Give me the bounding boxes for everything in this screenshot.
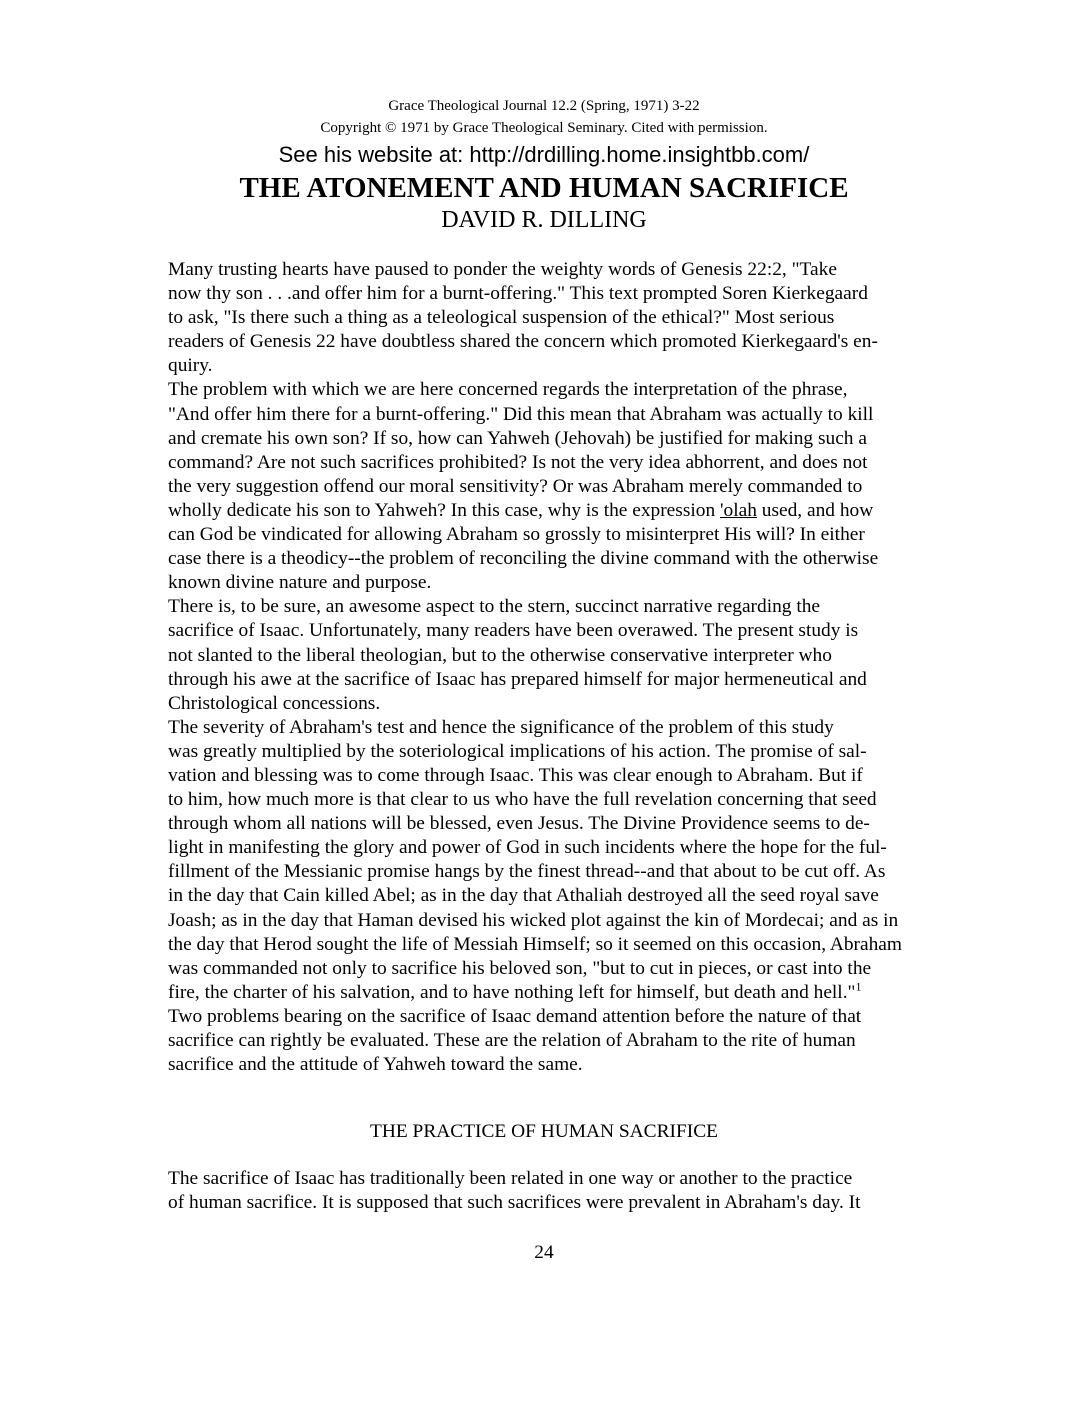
paragraph-5 — [144, 1005, 952, 1077]
text-line: The problem with which we are here concerned regards the interpretation of the phrase, — [168, 379, 848, 401]
text-line: known divine nature and purpose. — [168, 572, 432, 594]
text-line: sacrifice can rightly be evaluated. These are the relation of Abraham to the rite of human — [168, 1030, 856, 1051]
copyright-notice: Copyright © 1971 by Grace Theological Seminary. Cited with permission. — [320, 120, 768, 136]
text-line: not slanted to the liberal theologian, but to the otherwise conservative interpreter who — [168, 644, 832, 666]
text-line: through whom all nations will be blessed, even Jesus. The Divine Providence seems to de- — [168, 813, 870, 835]
article-body — [144, 258, 952, 1077]
text-line: case there is a theodicy--the problem of reconciling the divine command with the otherwise — [168, 548, 879, 570]
text-line: light in manifesting the glory and power of God in such incidents where the hope for the ful- — [168, 837, 887, 859]
page-number: 24 — [534, 1242, 554, 1263]
article-author: DAVID R. DILLING — [441, 207, 647, 233]
text-line: "And offer him there for a burnt-offering." Did this mean that Abraham was actually to kill — [168, 403, 874, 425]
text-line: Many trusting hearts have paused to ponder the weighty words of Genesis 22:2, "Take — [168, 259, 837, 280]
text-line: vation and blessing was to come through Isaac. This was clear enough to Abraham. But if — [168, 764, 863, 786]
text-line: and cremate his own son? If so, how can Yahweh (Jehovah) be justified for making such a — [168, 427, 867, 449]
text-line: Christological concessions. — [168, 692, 381, 714]
text-line: was commanded not only to sacrifice his beloved son, "but to cut in pieces, or cast into the — [168, 957, 872, 979]
text-line: command? Are not such sacrifices prohibited? Is not the very idea abhorrent, and does not — [168, 451, 868, 473]
text-segment: used, and how — [756, 499, 874, 521]
text-line: the day that Herod sought the life of Messiah Himself; so it seemed on this occasion, Abraham — [168, 933, 902, 955]
text-line: The severity of Abraham's test and hence the significance of the problem of this study — [168, 716, 834, 738]
text-line: There is, to be sure, an awesome aspect to the stern, succinct narrative regarding the — [168, 596, 821, 618]
text-line: The sacrifice of Isaac has traditionally been related in one way or another to the practice — [168, 1168, 853, 1189]
text-line: Joash; as in the day that Haman devised his wicked plot against the kin of Mordecai; and as in — [168, 909, 899, 931]
text-line: fillment of the Messianic promise hangs by the finest thread--and that about to be cut off. As — [168, 861, 886, 883]
section-heading: THE PRACTICE OF HUMAN SACRIFICE — [370, 1121, 718, 1142]
text-line: sacrifice of Isaac. Unfortunately, many readers have been overawed. The present study is — [168, 620, 859, 642]
text-line: Two problems bearing on the sacrifice of Isaac demand attention before the nature of that — [168, 1005, 862, 1027]
text-line: readers of Genesis 22 have doubtless shared the concern which promoted Kierkegaard's en- — [168, 331, 878, 353]
text-line: in the day that Cain killed Abel; as in the day that Athaliah destroyed all the seed royal save — [168, 885, 879, 907]
footnote-marker[interactable]: 1 — [855, 979, 862, 994]
hebrew-term-olah: 'olah — [720, 499, 757, 521]
section-paragraph — [144, 1167, 952, 1215]
article-title: THE ATONEMENT AND HUMAN SACRIFICE — [239, 172, 849, 204]
text-segment: fire, the charter of his salvation, and to have nothing left for himself, but death and hell." — [168, 981, 856, 1003]
text-line: sacrifice and the attitude of Yahweh toward the same. — [168, 1054, 583, 1076]
text-line: the very suggestion offend our moral sensitivity? Or was Abraham merely commanded to — [168, 475, 863, 497]
text-line: was greatly multiplied by the soteriological implications of his action. The promise of sal- — [168, 740, 867, 762]
paragraph-3 — [144, 595, 952, 715]
section-body — [144, 1167, 952, 1215]
paragraph-1 — [144, 258, 952, 378]
text-line: to him, how much more is that clear to us who have the full revelation concerning that seed — [168, 789, 877, 811]
text-line: can God be vindicated for allowing Abraham so grossly to misinterpret His will? In either — [168, 524, 865, 546]
text-segment: wholly dedicate his son to Yahweh? In this case, why is the expression — [168, 499, 721, 521]
text-line: to ask, "Is there such a thing as a teleological suspension of the ethical?" Most serious — [168, 307, 835, 329]
text-line: now thy son . . .and offer him for a burnt-offering." This text prompted Soren Kierkegaard — [168, 283, 868, 305]
website-reference: See his website at: http://drdilling.home.insightbb.com/ — [278, 142, 810, 167]
paragraph-4 — [144, 716, 952, 1005]
text-line: through his awe at the sacrifice of Isaac has prepared himself for major hermeneutical and — [168, 668, 867, 690]
text-line — [144, 981, 952, 1005]
text-line — [144, 499, 952, 523]
journal-citation: Grace Theological Journal 12.2 (Spring, 1971) 3-22 — [388, 98, 700, 114]
text-line: of human sacrifice. It is supposed that such sacrifices were prevalent in Abraham's day. It — [168, 1192, 861, 1214]
text-line: quiry. — [168, 355, 213, 377]
paragraph-2 — [144, 378, 952, 595]
